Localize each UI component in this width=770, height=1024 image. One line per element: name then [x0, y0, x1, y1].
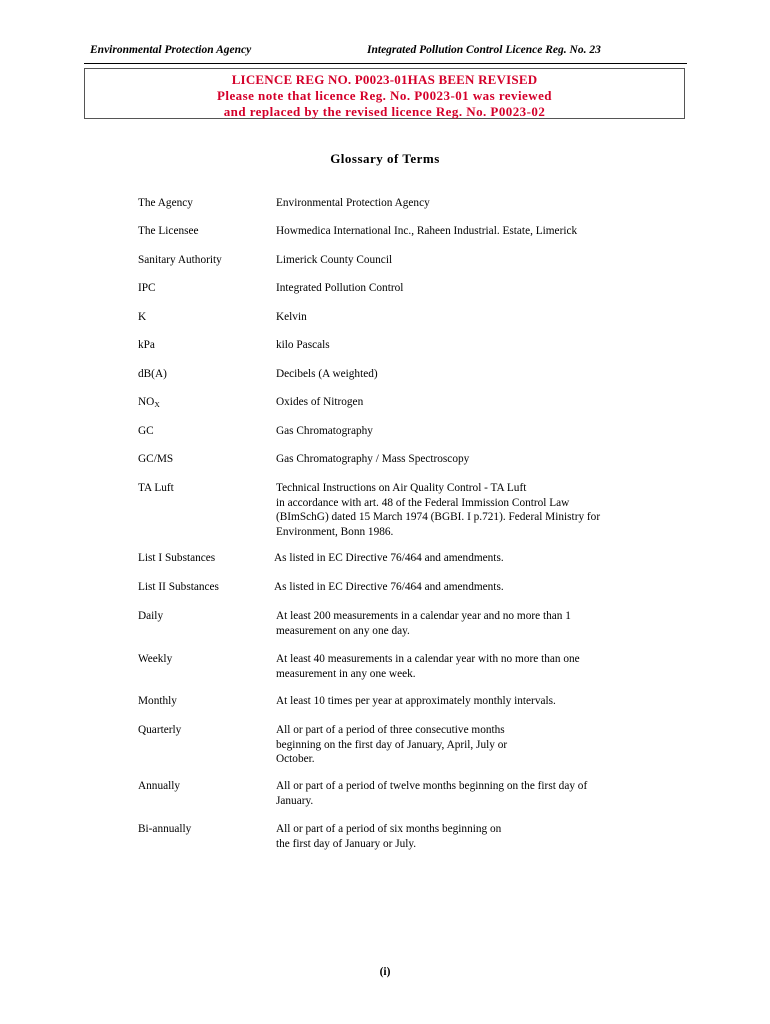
glossary-term: Sanitary Authority: [138, 254, 222, 266]
glossary-definition: [276, 481, 676, 539]
glossary-definition: kilo Pascals: [276, 339, 330, 351]
definition-line: All or part of a period of twelve months beginning on the first day of: [276, 780, 588, 792]
glossary-term: K: [138, 311, 147, 323]
glossary-term: GC/MS: [138, 453, 174, 465]
glossary-definition: Oxides of Nitrogen: [276, 396, 364, 408]
glossary-definition: At least 10 times per year at approximately monthly intervals.: [276, 695, 556, 707]
header-agency: Environmental Protection Agency: [90, 44, 252, 56]
definition-line: measurement in any one week.: [276, 667, 416, 680]
definition-line: measurement on any one day.: [276, 624, 410, 637]
header-rule: [84, 63, 687, 64]
definition-line: in accordance with art. 48 of the Federal Immission Control Law: [276, 496, 570, 509]
definition-line: At least 200 measurements in a calendar year and no more than 1: [276, 610, 571, 622]
header-licence-reg: Integrated Pollution Control Licence Reg. No. 23: [367, 44, 601, 56]
glossary-term: dB(A): [138, 368, 167, 380]
definition-line: October.: [276, 753, 315, 765]
glossary-term-text: NO: [138, 396, 155, 408]
page-number: (i): [379, 966, 391, 978]
definition-line: All or part of a period of three consecutive months: [276, 724, 505, 736]
glossary-definition: Limerick County Council: [276, 254, 393, 266]
glossary-definition: [276, 652, 676, 681]
glossary-term: GC: [138, 425, 154, 437]
glossary-definition: As listed in EC Directive 76/464 and amendments.: [274, 581, 504, 593]
glossary-definition: Environmental Protection Agency: [276, 197, 430, 209]
notice-line-1: LICENCE REG NO. P0023-01HAS BEEN REVISED: [231, 72, 538, 87]
definition-line: At least 40 measurements in a calendar year with no more than one: [276, 653, 580, 665]
glossary-definition: Integrated Pollution Control: [276, 282, 404, 294]
glossary-term: List I Substances: [138, 552, 216, 564]
glossary-term: Annually: [138, 780, 181, 792]
glossary-term: Daily: [138, 610, 164, 622]
definition-line: (BImSchG) dated 15 March 1974 (BGBI. I p.721). Federal Ministry for: [276, 511, 601, 523]
definition-line: Technical Instructions on Air Quality Control - TA Luft: [276, 482, 527, 494]
glossary-definition: Decibels (A weighted): [276, 368, 378, 380]
glossary-term: kPa: [138, 339, 155, 351]
glossary-term: TA Luft: [138, 482, 174, 494]
glossary-definition: Kelvin: [276, 311, 307, 323]
glossary-term: [138, 395, 160, 410]
definition-line: the first day of January or July.: [276, 837, 417, 850]
glossary-term: IPC: [138, 282, 156, 294]
definition-line: Environment, Bonn 1986.: [276, 525, 394, 538]
glossary-definition: [276, 822, 676, 851]
glossary-term: Weekly: [138, 653, 173, 665]
definition-line: January.: [276, 794, 314, 807]
glossary-definition: Howmedica International Inc., Raheen Industrial. Estate, Limerick: [276, 225, 578, 237]
glossary-term: The Agency: [138, 197, 193, 209]
glossary-title: Glossary of Terms: [330, 151, 440, 166]
definition-line: beginning on the first day of January, April, July or: [276, 738, 508, 751]
glossary-term-subscript: X: [154, 400, 160, 409]
revision-notice: [84, 68, 685, 119]
glossary-term: Quarterly: [138, 724, 182, 736]
glossary-definition: [276, 779, 676, 808]
glossary-term: The Licensee: [138, 225, 199, 237]
notice-line-3: and replaced by the revised licence Reg. No. P0023-02: [223, 104, 546, 119]
notice-line-2: Please note that licence Reg. No. P0023-01 was reviewed: [217, 88, 552, 103]
glossary-definition: Gas Chromatography / Mass Spectroscopy: [276, 453, 470, 465]
glossary-term: Bi-annually: [138, 823, 192, 835]
definition-line: All or part of a period of six months beginning on: [276, 823, 502, 835]
glossary-definition: [276, 723, 676, 767]
glossary-term: List II Substances: [138, 581, 219, 593]
glossary-definition: [276, 609, 676, 638]
glossary-term: Monthly: [138, 695, 177, 707]
glossary-definition: As listed in EC Directive 76/464 and amendments.: [274, 552, 504, 564]
glossary-definition: Gas Chromatography: [276, 425, 373, 437]
